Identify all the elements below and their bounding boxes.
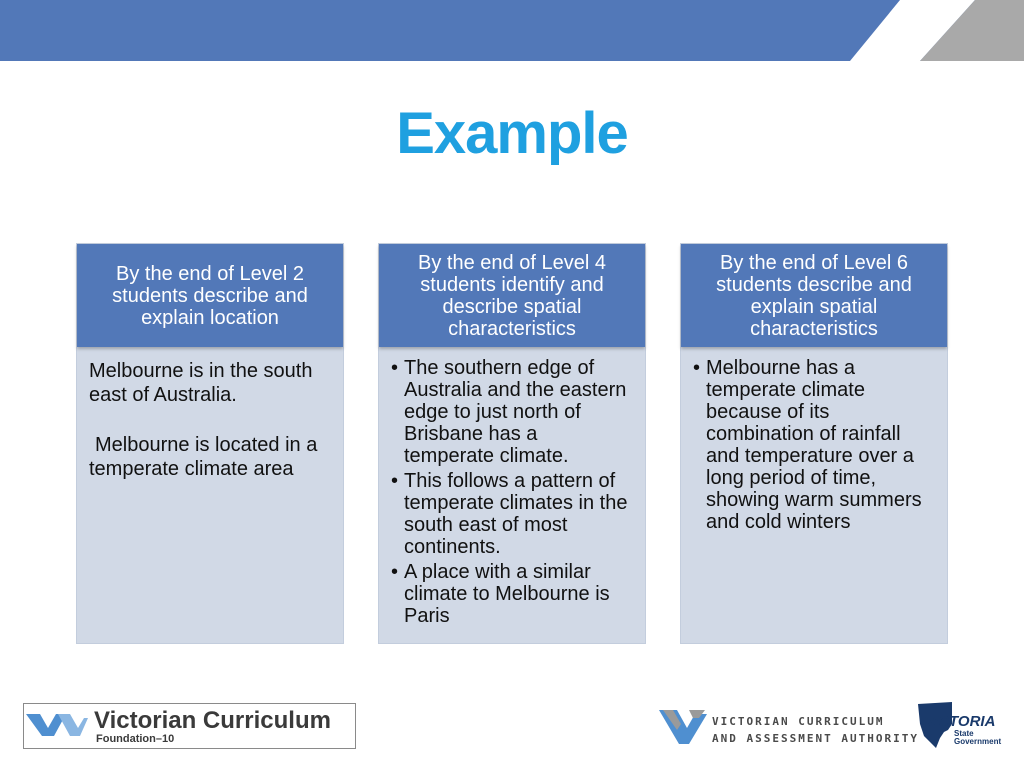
- bullet-item: • The southern edge of Australia and the eastern edge to just north of Brisbane has a temperate climate.: [391, 357, 633, 467]
- bullet-item: • A place with a similar climate to Melbourne is Paris: [391, 561, 633, 627]
- vcaa-icon: [659, 706, 707, 746]
- level-6-body: [681, 347, 947, 643]
- level-4-card: [378, 243, 646, 644]
- top-banner: [0, 0, 1024, 61]
- level-6-card: [680, 243, 948, 644]
- vc-logo-subtitle: Foundation–10: [96, 733, 175, 745]
- bullet-item: • Melbourne has a temperate climate because of its combination of rainfall and temperature over a long period of time, showing warm summers and cold winters: [693, 357, 935, 533]
- vcaa-logo-text: VICTORIAN CURRICULUM AND ASSESSMENT AUTHORITY: [712, 715, 919, 745]
- bullet-item: • This follows a pattern of temperate climates in the south east of most continents.: [391, 470, 633, 558]
- vc-wave-icon: [26, 710, 88, 740]
- level-2-header: By the end of Level 2 students describe and explain location: [77, 244, 343, 347]
- paragraph: Melbourne is located in a temperate climate area: [89, 434, 318, 480]
- state-government-text: State Government: [954, 729, 1002, 746]
- level-4-header: By the end of Level 4 students identify and describe spatial characteristics: [379, 244, 645, 347]
- level-6-header: By the end of Level 6 students describe and explain spatial characteristics: [681, 244, 947, 347]
- vc-logo-name: Victorian Curriculum: [94, 707, 331, 734]
- victoria-wordmark: VICTORIA: [924, 713, 996, 730]
- bullet-list: [391, 357, 633, 627]
- victorian-curriculum-logo: [23, 703, 356, 749]
- slide-title: Example: [396, 101, 628, 166]
- bullet-list: [693, 357, 935, 533]
- level-4-body: [379, 347, 645, 643]
- paragraph: Melbourne is in the south east of Australia.: [89, 360, 313, 406]
- level-2-card: [76, 243, 344, 644]
- level-2-body: [77, 347, 343, 643]
- victoria-state-government-logo: [918, 702, 1002, 750]
